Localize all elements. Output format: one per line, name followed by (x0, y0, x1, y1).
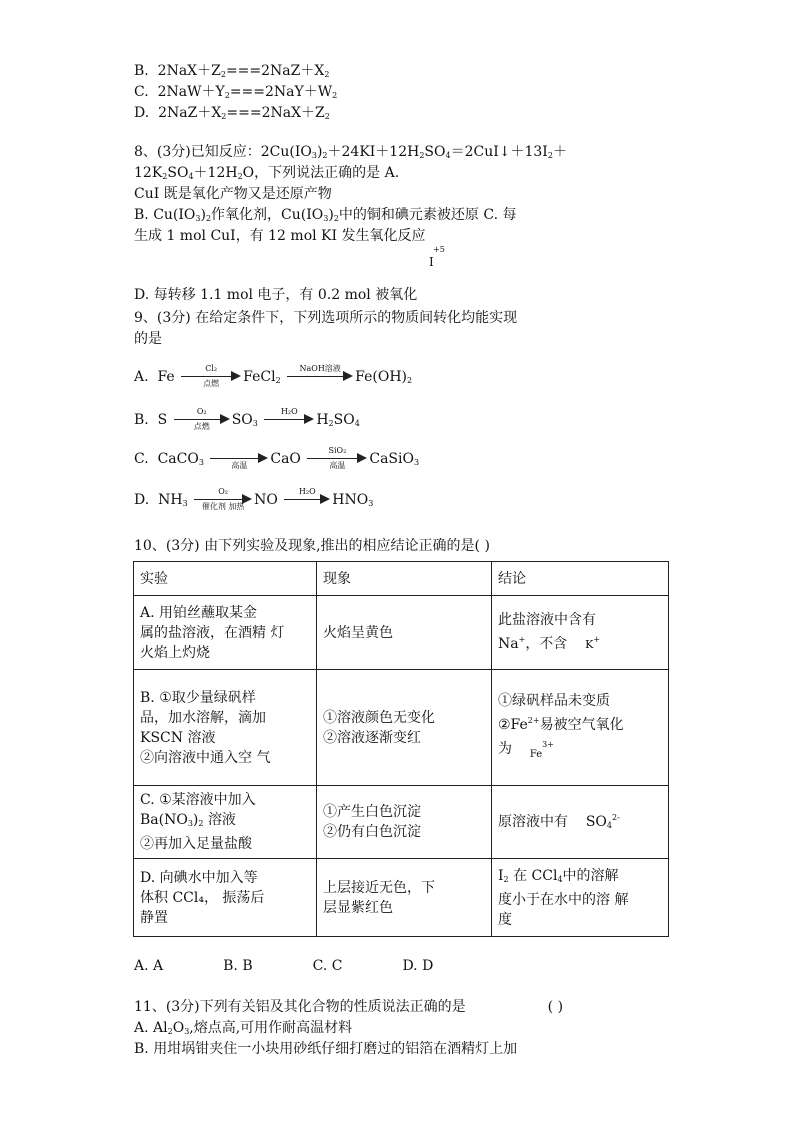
q9-stem-line1: 9、(3分) 在给定条件下，下列选项所示的物质间转化均能实现 (134, 310, 518, 326)
q11-option-b: B. 用坩埚钳夹住一小块用砂纸仔细打磨过的铝箔在酒精灯上加 (134, 1041, 518, 1057)
table-header: 现象 (317, 562, 492, 596)
reaction-arrow: O₂ 点燃 (174, 409, 230, 431)
q8-option-d: D. 每转移 1.1 mol 电子，有 0.2 mol 被氧化 (134, 287, 418, 303)
table-row (134, 670, 669, 786)
q7-option-c: C. $2NaW+Y_2===2NaY+W_2$ (134, 84, 338, 100)
table-header-row (134, 562, 669, 596)
table-cell: ①溶液颜色无变化 ②溶液逐渐变红 (317, 670, 492, 786)
reaction-arrow: H₂O (284, 489, 330, 511)
q8-option-b: B. $Cu(IO_3)_2$作氧化剂，$Cu(IO_3)_2$中的铜和碘元素被还原 C. 每 (134, 207, 517, 223)
reaction-arrow: NaOH溶液 (287, 366, 353, 388)
table-cell: C. ①某溶液中加入 $Ba(NO_3)_2$ 溶液 ②再加入足量盐酸 (134, 786, 317, 859)
table-cell: 火焰呈黄色 (317, 596, 492, 670)
table-cell: 原溶液中有 $SO_4^{2-}$ (492, 786, 669, 859)
q9-option-a: A. Fe Cl₂ 点燃 FeCl$_2$ NaOH溶液 $Fe(OH)_2$ (134, 364, 413, 388)
table-cell: A. 用铂丝蘸取某金 属的盐溶液，在酒精 灯 火焰上灼烧 (134, 596, 317, 670)
q8-option-c-cont: 生成 1 mol CuI，有 12 mol KI 发生氧化反应 (134, 228, 426, 244)
q9-option-d: D. $NH_3$ O₂ 催化剂 加热 NO H₂O $HNO_3$ (134, 487, 374, 511)
reaction-arrow: Cl₂ 点燃 (181, 366, 241, 388)
q11-stem: 11、(3分)下列有关铝及其化合物的性质说法正确的是 ( ) (134, 999, 564, 1015)
q7-option-d: D. $2NaZ+X_2===2NaX+Z_2$ (134, 105, 330, 121)
table-cell: ①绿矾样品未变质 $②Fe^{2+}$易被空气氧化 为 $_{Fe}^{3+}$ (492, 670, 669, 786)
q8-stem-line1: 8、(3分)已知反应：$2Cu(IO_3)_2+24KI+12H_2SO_4=2CuI↓+13I_2+$ (134, 144, 567, 160)
q9-option-c: C. CaCO$_3$ 高温 CaO SiO₂ 高温 CaSiO$_3$ (134, 446, 420, 470)
q8-option-a: CuI 既是氧化产物又是还原产物 (134, 186, 332, 202)
reaction-arrow: 高温 (210, 448, 268, 470)
table-cell: B. ①取少量绿矾样 品，加水溶解，滴加 KSCN 溶液 ②向溶液中通入空 气 (134, 670, 317, 786)
q7-option-b: B. $2NaX+Z_2===2NaZ+X_2$ (134, 63, 330, 79)
table-row (134, 596, 669, 670)
table-cell: $I_2$ 在 CCl$_4$中的溶解 度小于在水中的溶 解 度 (492, 859, 669, 937)
q8-stem-line2: $12K_2SO_4+12H_2O$，下列说法正确的是 A. (134, 165, 400, 181)
q9-option-b: B. S O₂ 点燃 $SO_3$ H₂O $H_2SO_4$ (134, 407, 360, 431)
q11-option-a: A. $Al_2O_3$,熔点高,可用作耐高温材料 (134, 1020, 353, 1036)
table-cell: 此盐溶液中含有 Na+，不含 K+ (492, 596, 669, 670)
reaction-arrow: SiO₂ 高温 (307, 448, 367, 470)
q10-options: A. A B. B C. C D. D (134, 958, 434, 974)
q9-stem-line2: 的是 (134, 331, 162, 347)
table-cell: ①产生白色沉淀 ②仍有白色沉淀 (317, 786, 492, 859)
q10-table (133, 561, 669, 937)
table-header: 实验 (134, 562, 317, 596)
table-cell: 上层接近无色，下 层显紫红色 (317, 859, 492, 937)
reaction-arrow: H₂O (264, 409, 314, 431)
table-cell: D. 向碘水中加入等 体积 CCl₄， 振荡后 静置 (134, 859, 317, 937)
table-row (134, 859, 669, 937)
reaction-arrow: O₂ 催化剂 加热 (194, 489, 252, 511)
table-row (134, 786, 669, 859)
table-header: 结论 (492, 562, 669, 596)
q10-stem: 10、(3分) 由下列实验及现象,推出的相应结论正确的是( ) (134, 538, 490, 554)
